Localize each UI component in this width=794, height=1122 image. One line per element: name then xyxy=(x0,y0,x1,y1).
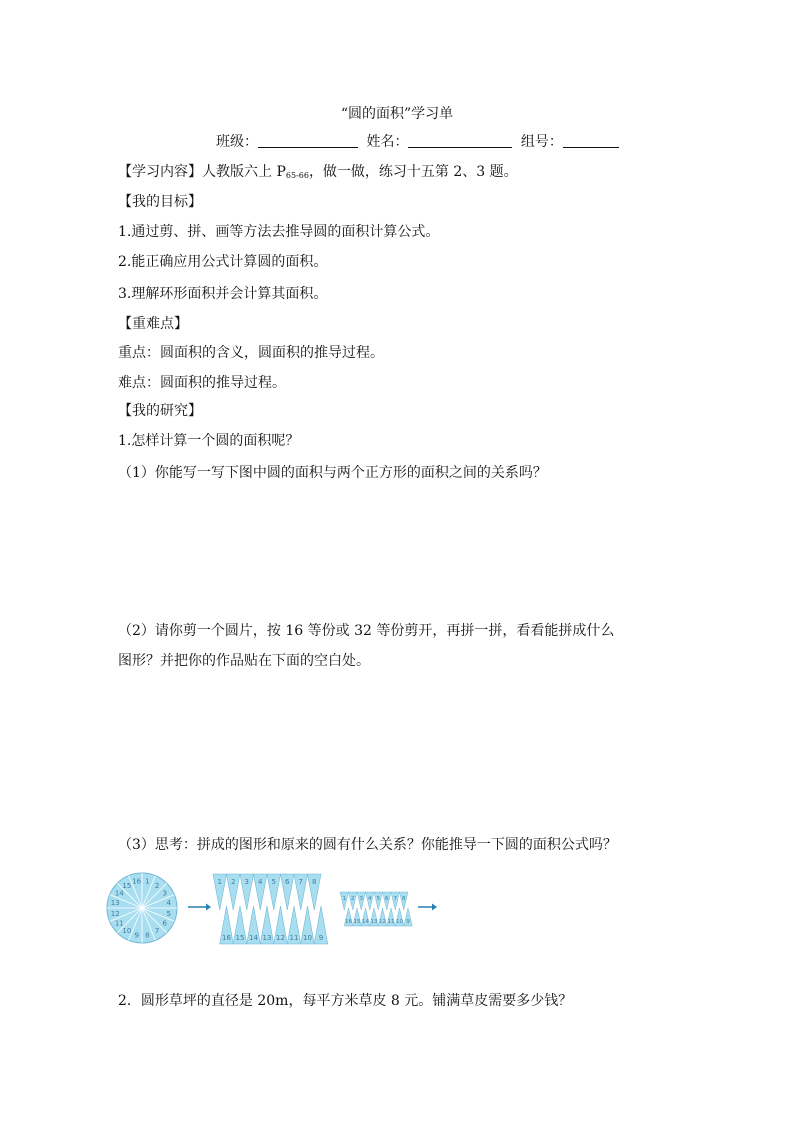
sector-label: 4 xyxy=(166,899,172,908)
piece-label: 1 xyxy=(217,878,222,886)
piece-label: 3 xyxy=(359,896,363,902)
piece-label: 1 xyxy=(342,896,346,902)
page-title: “圆的面积”学习单 xyxy=(340,106,454,122)
sector-label: 9 xyxy=(134,931,139,940)
piece-label: 2 xyxy=(231,878,236,886)
name-label: 姓名： xyxy=(366,134,409,150)
piece-label: 2 xyxy=(351,896,355,902)
student-info-row xyxy=(216,133,619,151)
piece-label: 15 xyxy=(235,934,245,942)
piece-label: 10 xyxy=(396,919,403,925)
arrow-icon xyxy=(188,904,211,911)
sector-label: 8 xyxy=(145,931,150,940)
question-1: 1.怎样计算一个圆的面积呢？ xyxy=(118,433,300,449)
piece-label: 12 xyxy=(276,934,285,942)
sector-label: 1 xyxy=(145,877,150,886)
piece-label: 3 xyxy=(244,878,249,886)
piece-label: 4 xyxy=(258,878,263,886)
sector-label: 11 xyxy=(114,919,124,928)
circle-rearrangement-figure xyxy=(100,868,470,946)
sector-label: 10 xyxy=(122,927,132,936)
piece-label: 5 xyxy=(271,878,276,886)
piece-label: 15 xyxy=(353,919,361,925)
piece-label: 14 xyxy=(362,919,369,925)
piece-label: 11 xyxy=(387,919,395,925)
class-blank[interactable] xyxy=(258,133,358,148)
sector-label: 15 xyxy=(122,881,132,890)
piece-label: 8 xyxy=(402,896,406,902)
question-2: 2．圆形草坪的直径是 20m，每平方米草皮 8 元。铺满草皮需要多少钱？ xyxy=(118,993,573,1009)
arrow-icon xyxy=(418,904,437,911)
sector-label: 3 xyxy=(162,889,167,898)
sector-label: 2 xyxy=(154,881,160,890)
group-label: 组号： xyxy=(520,134,563,150)
piece-label: 5 xyxy=(376,896,380,902)
sector-label: 12 xyxy=(110,909,120,918)
piece-label: 4 xyxy=(368,896,372,902)
content-pages: 65-66 xyxy=(285,171,309,180)
divided-circle xyxy=(107,873,177,943)
piece-label: 16 xyxy=(345,919,352,925)
goals-heading: 【我的目标】 xyxy=(118,194,202,210)
question-1-2-line2: 图形？并把你的作品贴在下面的空白处。 xyxy=(118,653,370,669)
key-point: 重点：圆面积的含义，圆面积的推导过程。 xyxy=(118,345,384,361)
piece-label: 13 xyxy=(262,934,272,942)
half-rearranged-strip xyxy=(213,874,328,944)
content-line xyxy=(118,163,518,185)
sector-label: 7 xyxy=(154,927,160,936)
piece-label: 14 xyxy=(249,934,258,942)
piece-label: 16 xyxy=(222,934,231,942)
piece-label: 6 xyxy=(285,878,290,886)
piece-label: 13 xyxy=(370,919,378,925)
goal-item: 3.理解环形面积并会计算其面积。 xyxy=(118,286,328,302)
piece-label: 7 xyxy=(393,896,397,902)
content-suffix: ，做一做，练习十五第 2、3 题。 xyxy=(308,164,518,180)
research-heading: 【我的研究】 xyxy=(118,403,202,419)
goal-item: 2.能正确应用公式计算圆的面积。 xyxy=(118,254,328,270)
class-label: 班级： xyxy=(216,134,258,150)
content-prefix: 【学习内容】人教版六上 P xyxy=(118,164,286,180)
name-blank[interactable] xyxy=(408,133,512,148)
key-heading: 【重难点】 xyxy=(118,316,188,332)
sector-label: 14 xyxy=(114,889,124,898)
goal-item: 1.通过剪、拼、画等方法去推导圆的面积计算公式。 xyxy=(118,224,440,240)
question-1-1: （1）你能写一写下图中圆的面积与两个正方形的面积之间的关系吗？ xyxy=(118,465,547,481)
piece-label: 7 xyxy=(298,878,303,886)
sector-label: 16 xyxy=(132,877,142,886)
piece-label: 9 xyxy=(406,919,410,925)
sector-label: 5 xyxy=(166,909,172,918)
question-1-3: （3）思考：拼成的图形和原来的圆有什么关系？你能推导一下圆的面积公式吗？ xyxy=(118,837,617,853)
piece-label: 9 xyxy=(318,934,324,942)
piece-label: 6 xyxy=(385,896,389,902)
sector-label: 6 xyxy=(162,919,167,928)
piece-label: 11 xyxy=(289,934,299,942)
piece-label: 10 xyxy=(303,934,312,942)
sector-label: 13 xyxy=(110,899,120,908)
key-point: 难点：圆面积的推导过程。 xyxy=(118,375,286,391)
parallelogram-strip xyxy=(340,892,412,926)
piece-label: 8 xyxy=(312,878,317,886)
piece-label: 12 xyxy=(379,919,386,925)
question-1-2-line1: （2）请你剪一个圆片，按 16 等份或 32 等份剪开，再拼一拼，看看能拼成什么 xyxy=(118,623,615,639)
group-blank[interactable] xyxy=(563,133,619,148)
